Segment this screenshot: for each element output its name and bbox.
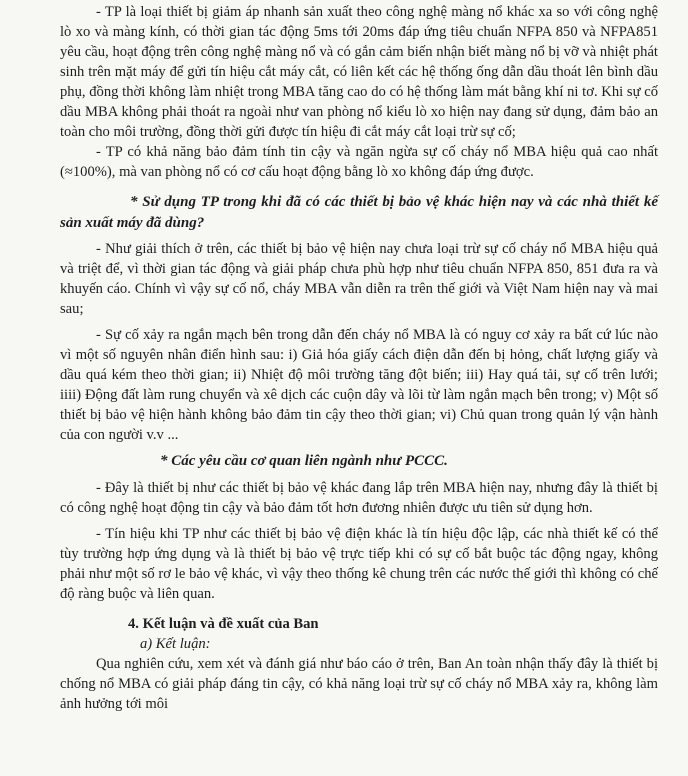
paragraph-tp-description: - TP là loại thiết bị giảm áp nhanh sản xuất theo công nghệ màng nổ khác xa so với công nghệ lò xo và màng kính, có thời gian tác động 5ms tới 20ms đáp ứng tiêu chuẩn NFPA 850 và NFPA851 yêu cầu, hoạt động trên công nghệ màng nổ và có gắn cảm biến nhận biết màng nổ bị vỡ và nhiệt phát sinh trên mặt máy để gửi tín hiệu cắt máy cắt, có liên kết các hệ thống ống dẫn dầu thoát lên bình dầu phụ, đồng thời không làm nhiệt trong MBA tăng cao do có hệ thống làm mát bằng khí ni tơ. Khi sự cố dầu MBA không phải thoát ra ngoài như van phòng nổ kiểu lò xo hiện nay đang sử dụng, đảm bảo an toàn cho môi trường, đồng thời gửi được tín hiệu đi cắt máy cắt loại trừ sự cố; <box>60 4 658 140</box>
paragraph-device-priority: - Đây là thiết bị như các thiết bị bảo vệ khác đang lắp trên MBA hiện nay, nhưng đây là thiết bị có công nghệ hoạt động tin cậy và bảo đảm tốt hơn đương nhiên được ưu tiên sử dụng hơn. <box>60 479 658 516</box>
heading-use-tp-question: * Sử dụng TP trong khi đã có các thiết bị bảo vệ khác hiện nay và các nhà thiết kế sản xuất máy đã dùng? <box>60 194 658 231</box>
spacer <box>60 604 658 614</box>
subsection-conclusion: a) Kết luận: <box>140 635 211 652</box>
spacer <box>60 182 658 192</box>
heading-pccc-requirements: * Các yêu cầu cơ quan liên ngành như PCCC. <box>160 453 448 469</box>
paragraph-short-circuit-causes: - Sự cố xảy ra ngắn mạch bên trong dẫn đến cháy nổ MBA là có nguy cơ xảy ra bất cứ lúc nào vì một số nguyên nhân điển hình sau: i) Giả hóa giấy cách điện dẫn đến bị hỏng, chất lượng giấy và dầu quá kém theo thời gian; ii) Nhiệt độ môi trường tăng đột biến; iii) Hay quá tải, sự cố trên lưới; iiii) Động đất làm rung chuyển và xê dịch các cuộn dây và lõi từ làm ngắn mạch bên trong; v) Một số thiết bị bảo vệ hiện hành không bảo đảm tin cậy theo thời gian; vi) Chủ quan trong quản lý vận hành của con người v.v ... <box>60 327 658 443</box>
paragraph-independent-signal: - Tín hiệu khi TP như các thiết bị bảo vệ điện khác là tín hiệu độc lập, các nhà thiết kế có thể tùy trường hợp ứng dụng và là thiết bị bảo vệ trực tiếp khi có sự cố bắt buộc tác động ngay, không phải như một số rơ le bảo vệ khác, vì vậy theo thống kê chung trên các nước thế giới thì không có chế độ ràng buộc và liên quan. <box>60 525 658 602</box>
paragraph-current-protection: - Như giải thích ở trên, các thiết bị bảo vệ hiện nay chưa loại trừ sự cố cháy nổ MBA hiệu quả và triệt để, vì thời gian tác động và giải pháp chưa phù hợp như tiêu chuẩn NFPA 850, 851 đưa ra và khuyến cáo. Chính vì vậy sự cố nổ, cháy MBA vẫn diễn ra trên thế giới và Việt Nam hiện nay và mai sau; <box>60 241 658 317</box>
section-title-conclusion: 4. Kết luận và đề xuất của Ban <box>128 615 319 632</box>
paragraph-tp-reliability: - TP có khả năng bảo đảm tính tin cậy và ngăn ngừa sự cố cháy nổ MBA hiệu quả cao nhất (≈100%), mà van phòng nổ có cơ cấu hoạt động bằng lò xo không đáp ứng được. <box>60 144 658 180</box>
paragraph-conclusion-text: Qua nghiên cứu, xem xét và đánh giá như báo cáo ở trên, Ban An toàn nhận thấy đây là thiết bị chống nổ MBA có giải pháp đáng tin cậy, có khả năng loại trừ sự cố cháy nổ MBA xảy ra, không làm ảnh hưởng tới môi <box>60 655 658 712</box>
